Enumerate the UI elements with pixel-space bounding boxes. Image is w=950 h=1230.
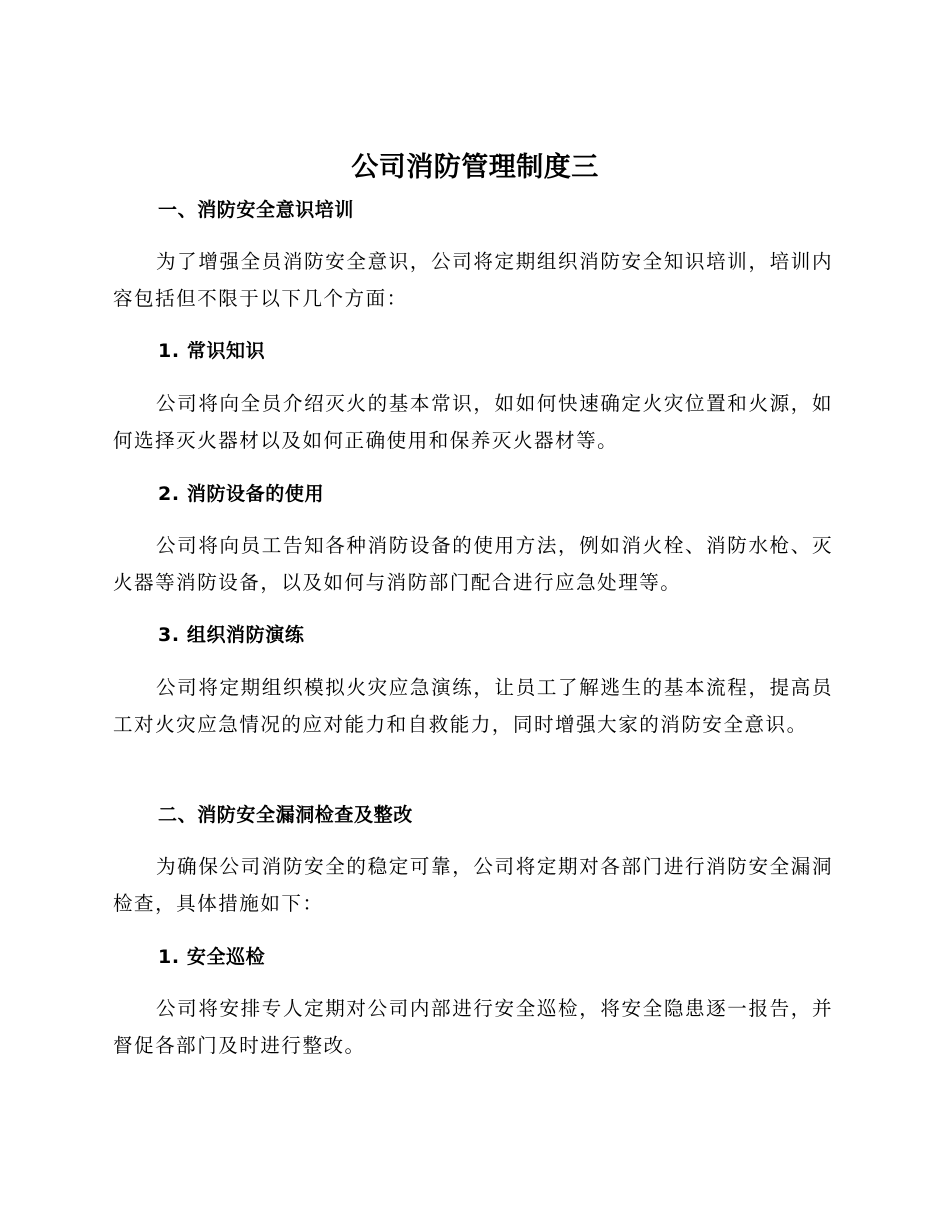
section-heading: 一、消防安全意识培训 <box>158 199 355 221</box>
subsection-heading: 1. 安全巡检 <box>158 946 266 968</box>
body-paragraph: 公司将向全员介绍灭火的基本常识，如如何快速确定火灾位置和火源，如何选择灭火器材以及如何正确使用和保养灭火器材等。 <box>113 392 833 452</box>
subsection-heading: 1. 常识知识 <box>158 340 266 362</box>
body-paragraph: 公司将向员工告知各种消防设备的使用方法，例如消火栓、消防水枪、灭火器等消防设备，以及如何与消防部门配合进行应急处理等。 <box>113 534 833 594</box>
subsection-heading: 2. 消防设备的使用 <box>158 483 325 505</box>
body-paragraph: 公司将安排专人定期对公司内部进行安全巡检，将安全隐患逐一报告，并督促各部门及时进行整改。 <box>113 997 833 1057</box>
section-intro-paragraph: 为确保公司消防安全的稳定可靠，公司将定期对各部门进行消防安全漏洞检查，具体措施如下： <box>113 855 833 915</box>
section-intro-paragraph: 为了增强全员消防安全意识，公司将定期组织消防安全知识培训，培训内容包括但不限于以下几个方面： <box>113 250 833 310</box>
section-heading: 二、消防安全漏洞检查及整改 <box>158 804 413 826</box>
document-title: 公司消防管理制度三 <box>351 152 599 183</box>
body-paragraph: 公司将定期组织模拟火灾应急演练，让员工了解逃生的基本流程，提高员工对火灾应急情况的应对能力和自救能力，同时增强大家的消防安全意识。 <box>113 676 833 736</box>
subsection-heading: 3. 组织消防演练 <box>158 624 305 646</box>
